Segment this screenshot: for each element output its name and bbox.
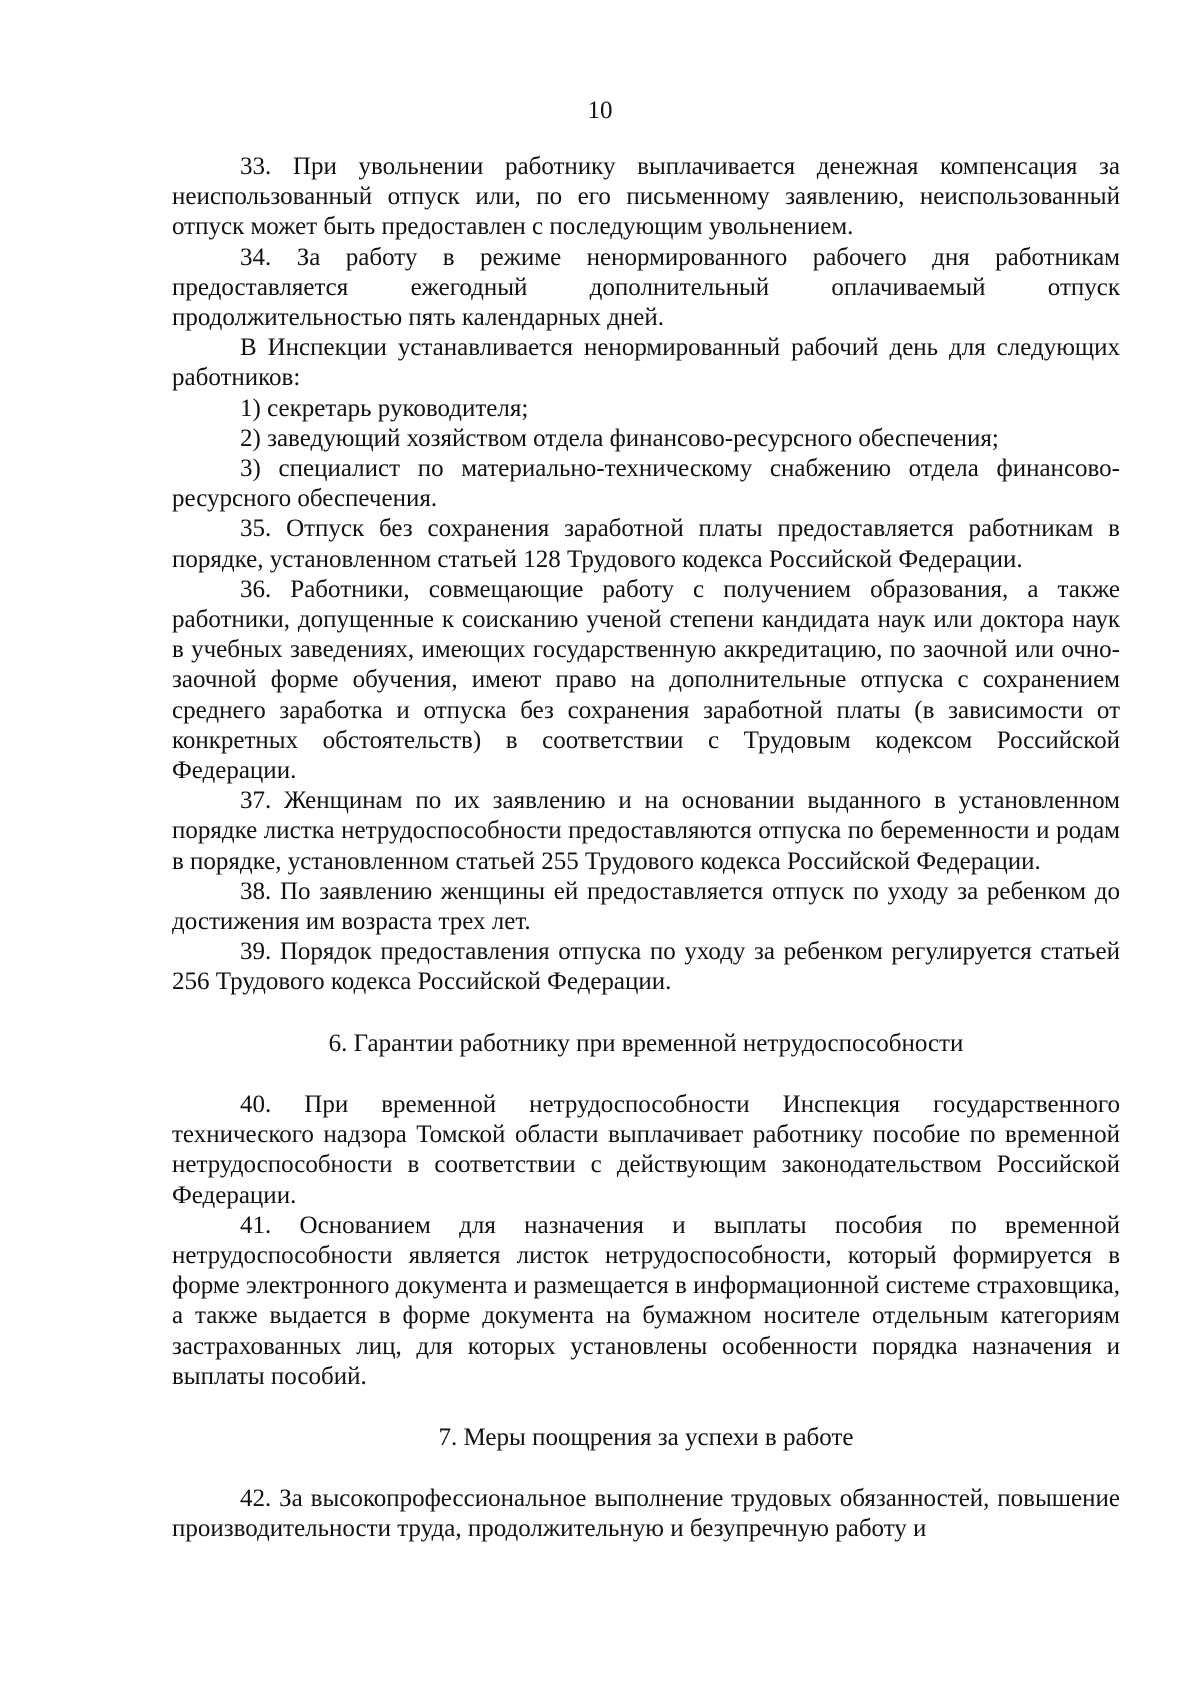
paragraph-40: 40. При временной нетрудоспособности Инспекция государственного технического надзора Томской области выплачивает работнику пособие по временной нетрудоспособности в соответствии с действующим законодательством Российской Федерации. — [172, 1090, 1120, 1209]
paragraph-33: 33. При увольнении работнику выплачивается денежная компенсация за неиспользованный отпуск или, по его письменному заявлению, неиспользованный отпуск может быть предоставлен с последующим увольнением. — [172, 153, 1120, 241]
paragraph-42: 42. За высокопрофессиональное выполнение трудовых обязанностей, повышение производительности труда, продолжительную и безупречную работу и — [172, 1485, 1120, 1543]
paragraph-38: 38. По заявлению женщины ей предоставляется отпуск по уходу за ребенком до достижения им возраста трех лет. — [172, 877, 1120, 936]
paragraph-41: 41. Основанием для назначения и выплаты пособия по временной нетрудоспособности является листок нетрудоспособности, который формируется в форме электронного документа и размещается в информационной системе страховщика, а также выдается в форме документа на бумажном носителе отдельным категориям застрахованных лиц, для которых установлены особенности порядка назначения и выплаты пособий. — [172, 1211, 1120, 1390]
paragraph-35: 35. Отпуск без сохранения заработной платы предоставляется работникам в порядке, установленном статьей 128 Трудового кодекса Российской Федерации. — [172, 515, 1120, 573]
paragraph-36: 36. Работники, совмещающие работу с получением образования, а также работники, допущенные к соисканию ученой степени кандидата наук или доктора наук в учебных заведениях, имеющих государственную аккредитацию, по заочной или очно-заочной форме обучения, имеют право на дополнительные отпуска с сохранением среднего заработка и отпуска без сохранения заработной платы (в зависимости от конкретных обстоятельств) в соответствии с Трудовым кодексом Российской Федерации. — [172, 575, 1120, 785]
paragraph-39: 39. Порядок предоставления отпуска по уходу за ребенком регулируется статьей 256 Трудового кодекса Российской Федерации. — [172, 938, 1120, 996]
list-item-1: 1) секретарь руководителя; — [240, 394, 529, 422]
document-body — [172, 152, 1120, 1545]
page-number: 10 — [587, 97, 613, 124]
section-heading-6: 6. Гарантии работнику при временной нетрудоспособности — [328, 1029, 964, 1057]
paragraph-37: 37. Женщинам по их заявлению и на основании выданного в установленном порядке листка нетрудоспособности предоставляются отпуска по беременности и родам в порядке, установленном статьей 255 Трудового кодекса Российской Федерации. — [172, 787, 1120, 875]
list-item-2: 2) заведующий хозяйством отдела финансово-ресурсного обеспечения; — [240, 424, 999, 452]
list-item-3: 3) специалист по материально-техническому снабжению отдела финансово-ресурсного обеспечения. — [172, 455, 1120, 513]
paragraph-34: 34. За работу в режиме ненормированного рабочего дня работникам предоставляется ежегодный дополнительный оплачиваемый отпуск продолжительностью пять календарных дней. — [172, 243, 1120, 332]
section-heading-7: 7. Меры поощрения за успехи в работе — [438, 1423, 854, 1451]
paragraph-34-continuation: В Инспекции устанавливается ненормированный рабочий день для следующих работников: — [172, 334, 1120, 392]
